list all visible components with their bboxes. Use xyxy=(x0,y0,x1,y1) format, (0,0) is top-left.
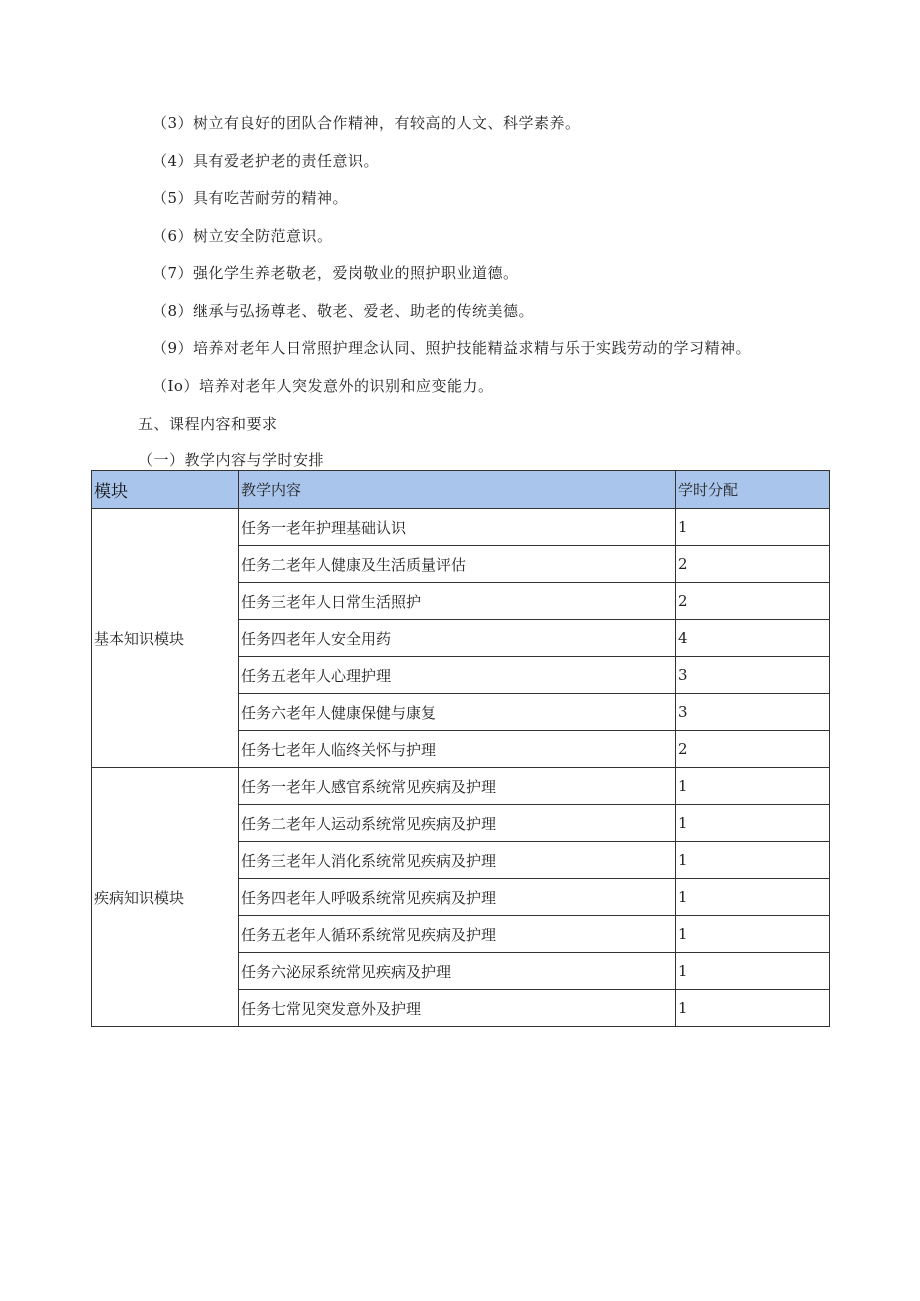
content-cell: 任务七常见突发意外及护理 xyxy=(239,990,676,1027)
hours-cell: 1 xyxy=(676,768,830,805)
module-cell-disease: 疾病知识模块 xyxy=(92,768,239,1027)
hours-cell: 3 xyxy=(676,657,830,694)
hours-cell: 1 xyxy=(676,916,830,953)
hours-cell: 2 xyxy=(676,546,830,583)
objective-item-9: （9）培养对老年人日常照护理念认同、照护技能精益求精与乐于实践劳动的学习精神。 xyxy=(152,339,752,357)
content-cell: 任务六泌尿系统常见疾病及护理 xyxy=(239,953,676,990)
header-content: 教学内容 xyxy=(239,471,676,509)
content-cell: 任务三老年人日常生活照护 xyxy=(239,583,676,620)
table-row xyxy=(92,509,830,546)
objective-item-7: （7）强化学生养老敬老，爱岗敬业的照护职业道德。 xyxy=(152,264,519,282)
objective-item-4: （4）具有爱老护老的责任意识。 xyxy=(152,152,380,170)
header-module: 模块 xyxy=(92,471,239,509)
content-cell: 任务六老年人健康保健与康复 xyxy=(239,694,676,731)
hours-cell: 3 xyxy=(676,694,830,731)
content-cell: 任务四老年人安全用药 xyxy=(239,620,676,657)
hours-cell: 1 xyxy=(676,990,830,1027)
content-cell: 任务二老年人运动系统常见疾病及护理 xyxy=(239,805,676,842)
objective-item-3: （3）树立有良好的团队合作精神，有较高的人文、科学素养。 xyxy=(152,114,581,132)
course-schedule-table xyxy=(91,470,830,1027)
content-cell: 任务二老年人健康及生活质量评估 xyxy=(239,546,676,583)
objective-item-8: （8）继承与弘扬尊老、敬老、爱老、助老的传统美德。 xyxy=(152,302,535,320)
content-cell: 任务一老年人感官系统常见疾病及护理 xyxy=(239,768,676,805)
section-heading: 五、课程内容和要求 xyxy=(138,415,278,433)
module-cell-basic: 基本知识模块 xyxy=(92,509,239,768)
subsection-heading: （一）教学内容与学时安排 xyxy=(138,451,325,469)
hours-cell: 1 xyxy=(676,879,830,916)
hours-cell: 2 xyxy=(676,583,830,620)
content-cell: 任务一老年护理基础认识 xyxy=(239,509,676,546)
table-header-row xyxy=(92,471,830,509)
objective-item-6: （6）树立安全防范意识。 xyxy=(152,227,333,245)
hours-cell: 1 xyxy=(676,842,830,879)
objective-item-5: （5）具有吃苦耐劳的精神。 xyxy=(152,189,349,207)
table-row xyxy=(92,768,830,805)
hours-cell: 1 xyxy=(676,953,830,990)
content-cell: 任务五老年人心理护理 xyxy=(239,657,676,694)
hours-cell: 1 xyxy=(676,805,830,842)
objective-item-10: （Io）培养对老年人突发意外的识别和应变能力。 xyxy=(152,377,494,395)
header-hours: 学时分配 xyxy=(676,471,830,509)
content-cell: 任务四老年人呼吸系统常见疾病及护理 xyxy=(239,879,676,916)
hours-cell: 1 xyxy=(676,509,830,546)
hours-cell: 4 xyxy=(676,620,830,657)
hours-cell: 2 xyxy=(676,731,830,768)
content-cell: 任务三老年人消化系统常见疾病及护理 xyxy=(239,842,676,879)
content-cell: 任务七老年人临终关怀与护理 xyxy=(239,731,676,768)
content-cell: 任务五老年人循环系统常见疾病及护理 xyxy=(239,916,676,953)
